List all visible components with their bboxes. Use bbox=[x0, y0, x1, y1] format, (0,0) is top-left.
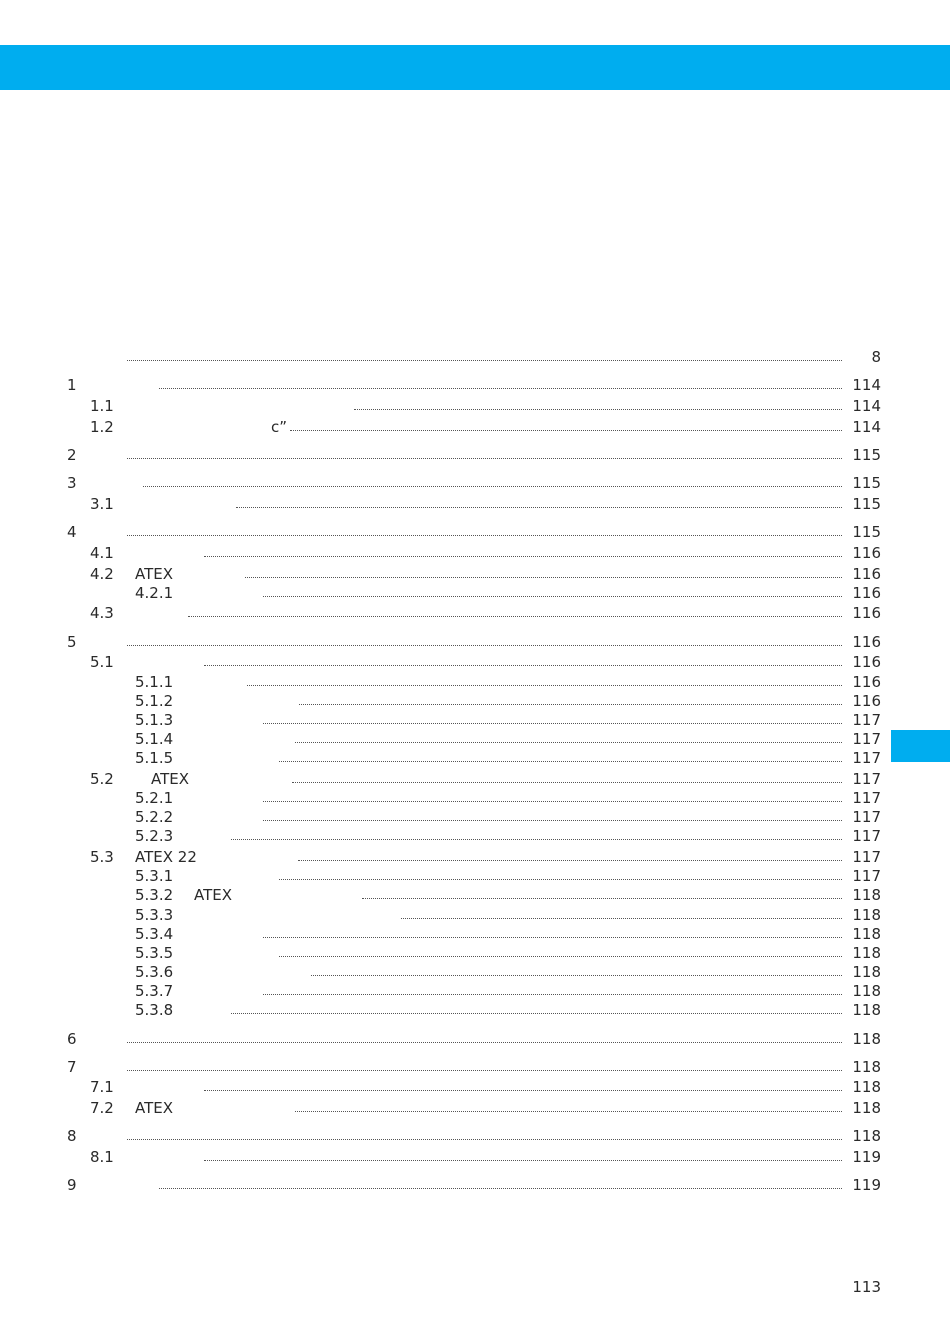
toc-page-number: 116 bbox=[852, 565, 881, 583]
dot-leader bbox=[127, 1139, 842, 1140]
toc-page-number: 118 bbox=[852, 1127, 881, 1145]
toc-page-number: 118 bbox=[852, 1099, 881, 1117]
toc-page-number: 118 bbox=[852, 1030, 881, 1048]
toc-entry[interactable] bbox=[0, 905, 950, 925]
dot-leader bbox=[263, 723, 842, 724]
dot-leader bbox=[127, 535, 842, 536]
toc-section-number: 7.2 bbox=[90, 1099, 114, 1117]
toc-entry[interactable] bbox=[0, 445, 950, 465]
toc-page-number: 119 bbox=[852, 1176, 881, 1194]
toc-entry[interactable] bbox=[0, 807, 950, 827]
dot-leader bbox=[362, 898, 842, 899]
dot-leader bbox=[354, 409, 842, 410]
toc-entry[interactable] bbox=[0, 748, 950, 768]
toc-entry[interactable] bbox=[0, 924, 950, 944]
toc-section-title: ATEX bbox=[135, 565, 174, 583]
toc-section-number: 5.2.3 bbox=[135, 827, 174, 845]
toc-section-number: 5.3 bbox=[90, 848, 114, 866]
toc-entry[interactable] bbox=[0, 347, 950, 367]
toc-page-number: 118 bbox=[852, 906, 881, 924]
toc-page-number: 115 bbox=[852, 523, 881, 541]
toc-entry[interactable] bbox=[0, 885, 950, 905]
toc-page-number: 117 bbox=[852, 808, 881, 826]
toc-entry[interactable] bbox=[0, 962, 950, 982]
toc-section-number: 7 bbox=[67, 1058, 77, 1076]
toc-page-number: 116 bbox=[852, 584, 881, 602]
toc-section-number: 5 bbox=[67, 633, 77, 651]
dot-leader bbox=[279, 761, 842, 762]
toc-section-number: 3 bbox=[67, 474, 77, 492]
toc-page-number: 118 bbox=[852, 1078, 881, 1096]
dot-leader bbox=[263, 801, 842, 802]
toc-section-number: 4 bbox=[67, 523, 77, 541]
page-number: 113 bbox=[852, 1278, 881, 1296]
header-color-band bbox=[0, 45, 950, 90]
dot-leader bbox=[143, 486, 842, 487]
toc-section-number: 3.1 bbox=[90, 495, 114, 513]
toc-page-number: 117 bbox=[852, 848, 881, 866]
toc-entry[interactable] bbox=[0, 1029, 950, 1049]
toc-entry[interactable] bbox=[0, 1077, 950, 1097]
toc-page-number: 8 bbox=[871, 348, 881, 366]
toc-section-number: 5.1.1 bbox=[135, 673, 174, 691]
toc-section-number: 5.1 bbox=[90, 653, 114, 671]
dot-leader bbox=[188, 616, 842, 617]
dot-leader bbox=[279, 956, 842, 957]
toc-page-number: 116 bbox=[852, 673, 881, 691]
toc-entry[interactable] bbox=[0, 564, 950, 584]
toc-section-number: 5.2.2 bbox=[135, 808, 174, 826]
toc-entry[interactable] bbox=[0, 943, 950, 963]
toc-section-number: 5.1.3 bbox=[135, 711, 174, 729]
dot-leader bbox=[295, 1111, 842, 1112]
toc-section-number: 5.3.2 bbox=[135, 886, 174, 904]
toc-entry[interactable] bbox=[0, 710, 950, 730]
dot-leader bbox=[263, 994, 842, 995]
toc-section-number: 5.2.1 bbox=[135, 789, 174, 807]
dot-leader bbox=[127, 645, 842, 646]
toc-section-number: 4.3 bbox=[90, 604, 114, 622]
toc-page-number: 114 bbox=[852, 397, 881, 415]
toc-entry[interactable] bbox=[0, 1057, 950, 1077]
toc-section-number: 5.3.6 bbox=[135, 963, 174, 981]
dot-leader bbox=[204, 665, 842, 666]
toc-section-title: ATEX 22 bbox=[135, 848, 197, 866]
dot-leader bbox=[311, 975, 842, 976]
toc-entry[interactable] bbox=[0, 396, 950, 416]
toc-page-number: 114 bbox=[852, 418, 881, 436]
toc-section-number: 5.2 bbox=[90, 770, 114, 788]
toc-entry[interactable] bbox=[0, 1147, 950, 1167]
toc-page-number: 115 bbox=[852, 446, 881, 464]
toc-page-number: 118 bbox=[852, 925, 881, 943]
toc-section-number: 5.1.2 bbox=[135, 692, 174, 710]
toc-entry[interactable] bbox=[0, 522, 950, 542]
toc-page-number: 116 bbox=[852, 544, 881, 562]
dot-leader bbox=[298, 860, 842, 861]
dot-leader bbox=[204, 1160, 842, 1161]
dot-leader bbox=[295, 742, 842, 743]
toc-section-title: ATEX bbox=[151, 770, 190, 788]
toc-section-number: 6 bbox=[67, 1030, 77, 1048]
toc-entry[interactable] bbox=[0, 788, 950, 808]
dot-leader bbox=[292, 782, 842, 783]
dot-leader bbox=[401, 918, 842, 919]
toc-page-number: 116 bbox=[852, 653, 881, 671]
toc-section-number: 5.3.7 bbox=[135, 982, 174, 1000]
toc-page-number: 117 bbox=[852, 789, 881, 807]
dot-leader bbox=[204, 556, 842, 557]
toc-section-number: 5.3.8 bbox=[135, 1001, 174, 1019]
dot-leader bbox=[247, 685, 842, 686]
toc-section-number: 2 bbox=[67, 446, 77, 464]
toc-page-number: 117 bbox=[852, 730, 881, 748]
dot-leader bbox=[263, 820, 842, 821]
toc-entry[interactable] bbox=[0, 847, 950, 867]
toc-entry[interactable] bbox=[0, 473, 950, 493]
section-marker-tab bbox=[891, 730, 950, 762]
dot-leader bbox=[204, 1090, 842, 1091]
toc-section-number: 4.2 bbox=[90, 565, 114, 583]
dot-leader bbox=[236, 507, 842, 508]
toc-entry[interactable] bbox=[0, 603, 950, 623]
toc-section-number: 8 bbox=[67, 1127, 77, 1145]
toc-entry[interactable] bbox=[0, 632, 950, 652]
toc-page-number: 117 bbox=[852, 711, 881, 729]
toc-section-number: 4.2.1 bbox=[135, 584, 174, 602]
toc-section-number: 1 bbox=[67, 376, 77, 394]
toc-entry[interactable] bbox=[0, 672, 950, 692]
dot-leader bbox=[290, 430, 842, 431]
toc-section-number: 9 bbox=[67, 1176, 77, 1194]
toc-page-number: 117 bbox=[852, 827, 881, 845]
dot-leader bbox=[231, 839, 842, 840]
toc-page-number: 117 bbox=[852, 867, 881, 885]
toc-entry[interactable] bbox=[0, 494, 950, 514]
toc-section-number: 7.1 bbox=[90, 1078, 114, 1096]
dot-leader bbox=[127, 360, 842, 361]
dot-leader bbox=[263, 596, 842, 597]
toc-section-number: 5.3.1 bbox=[135, 867, 174, 885]
toc-entry[interactable] bbox=[0, 375, 950, 395]
toc-entry[interactable] bbox=[0, 1098, 950, 1118]
toc-entry[interactable] bbox=[0, 583, 950, 603]
toc-section-number: 5.1.5 bbox=[135, 749, 174, 767]
toc-page-number: 115 bbox=[852, 474, 881, 492]
toc-page-number: 119 bbox=[852, 1148, 881, 1166]
toc-section-number: 5.1.4 bbox=[135, 730, 174, 748]
toc-page-number: 118 bbox=[852, 886, 881, 904]
toc-section-number: 5.3.3 bbox=[135, 906, 174, 924]
toc-entry[interactable] bbox=[0, 981, 950, 1001]
dot-leader bbox=[127, 1070, 842, 1071]
toc-page-number: 116 bbox=[852, 633, 881, 651]
dot-leader bbox=[159, 388, 842, 389]
toc-section-number: 4.1 bbox=[90, 544, 114, 562]
toc-entry[interactable] bbox=[0, 652, 950, 672]
toc-page-number: 118 bbox=[852, 1001, 881, 1019]
toc-section-number: 1.2 bbox=[90, 418, 114, 436]
toc-page-number: 118 bbox=[852, 982, 881, 1000]
toc-section-number: 1.1 bbox=[90, 397, 114, 415]
toc-entry[interactable] bbox=[0, 729, 950, 749]
toc-page-number: 118 bbox=[852, 1058, 881, 1076]
toc-page-number: 118 bbox=[852, 963, 881, 981]
toc-page-number: 117 bbox=[852, 749, 881, 767]
toc-page-number: 117 bbox=[852, 770, 881, 788]
toc-page-number: 114 bbox=[852, 376, 881, 394]
toc-entry[interactable] bbox=[0, 1000, 950, 1020]
toc-section-title: ATEX bbox=[135, 1099, 174, 1117]
toc-entry[interactable] bbox=[0, 1175, 950, 1195]
toc-section-number: 5.3.5 bbox=[135, 944, 174, 962]
dot-leader bbox=[245, 577, 842, 578]
dot-leader bbox=[127, 458, 842, 459]
toc-entry[interactable] bbox=[0, 769, 950, 789]
dot-leader bbox=[299, 704, 842, 705]
toc-entry[interactable] bbox=[0, 1126, 950, 1146]
dot-leader bbox=[263, 937, 842, 938]
dot-leader bbox=[159, 1188, 842, 1189]
toc-entry[interactable] bbox=[0, 417, 950, 437]
toc-page-number: 116 bbox=[852, 692, 881, 710]
toc-section-number: 5.3.4 bbox=[135, 925, 174, 943]
toc-page-number: 115 bbox=[852, 495, 881, 513]
toc-entry[interactable] bbox=[0, 691, 950, 711]
toc-page-number: 118 bbox=[852, 944, 881, 962]
toc-entry[interactable] bbox=[0, 543, 950, 563]
dot-leader bbox=[279, 879, 842, 880]
toc-section-title: c” bbox=[271, 418, 288, 436]
toc-section-number: 8.1 bbox=[90, 1148, 114, 1166]
toc-entry[interactable] bbox=[0, 826, 950, 846]
toc-section-title: ATEX bbox=[194, 886, 233, 904]
dot-leader bbox=[127, 1042, 842, 1043]
toc-page-number: 116 bbox=[852, 604, 881, 622]
dot-leader bbox=[231, 1013, 842, 1014]
toc-entry[interactable] bbox=[0, 866, 950, 886]
